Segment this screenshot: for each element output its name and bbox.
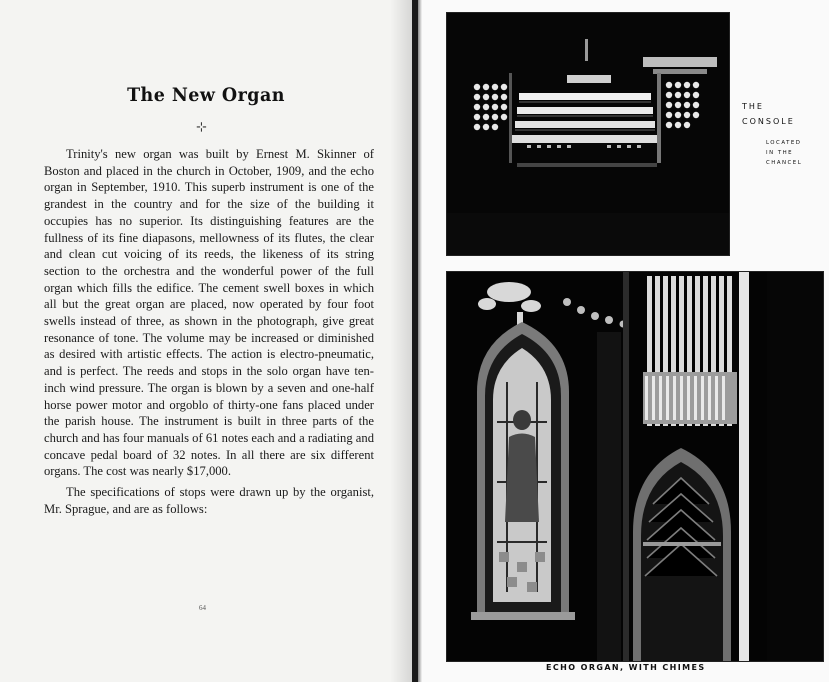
page-number: 64 xyxy=(199,604,206,612)
console-caption-title xyxy=(742,99,822,129)
left-page xyxy=(0,0,412,682)
right-page xyxy=(422,0,829,682)
console-photo xyxy=(446,12,730,256)
paragraph-specifications: The specifications of stops were drawn up by the organist, Mr. Sprague, and are as follows: xyxy=(44,485,374,516)
console-caption-sub-line: IN THE xyxy=(766,150,794,156)
ornament-glyph: ⊹ xyxy=(196,120,207,135)
console-caption-line: THE xyxy=(742,102,764,111)
console-caption-sub-line: LOCATED xyxy=(766,140,802,146)
console-illustration xyxy=(447,13,729,255)
body-text xyxy=(44,146,374,517)
console-caption-line: CONSOLE xyxy=(742,117,795,126)
echo-organ-photo xyxy=(446,271,824,662)
gutter-shadow xyxy=(390,0,412,682)
echo-organ-caption: ECHO ORGAN, WITH CHIMES xyxy=(546,663,706,672)
console-caption-location xyxy=(766,138,828,168)
echo-organ-illustration xyxy=(447,272,823,661)
paragraph-organ-history: Trinity's new organ was built by Ernest M. Skinner of Boston and placed in the church in October, 1909, and the echo organ in September, 1910. This superb instrument is one of the grandest in the country and for the size of the building it occupies has no superior. Its distinguishing features are the fullness of its fine diapasons, mellowness of its flutes, the clear and clean cut voicing of its reeds, the likeness of its string section to the orchestra and the wonderful power of the full organ which fills the edifice. The cement swell boxes in which all but the great organ are placed, now operated by four foot swells instead of three, as shown in the photograph, give great resonance of tone. The volume may be increased or diminished as desired with artistic effects. The action is electro-pneumatic, and is perfect. The reeds and stops in the solo organ have ten-inch wind pressure. The organ is blown by a seven and one-half horse power motor and orgoblo of thirty-one fans placed under the parish house. The instrument is built in three parts of the church and has four manuals of 61 notes each and a radiating and concave pedal board of 32 notes. In all there are six different organs. The cost was nearly $17,000. xyxy=(44,147,374,479)
page-title: The New Organ xyxy=(127,84,285,106)
console-caption-sub-line: CHANCEL xyxy=(766,160,803,166)
